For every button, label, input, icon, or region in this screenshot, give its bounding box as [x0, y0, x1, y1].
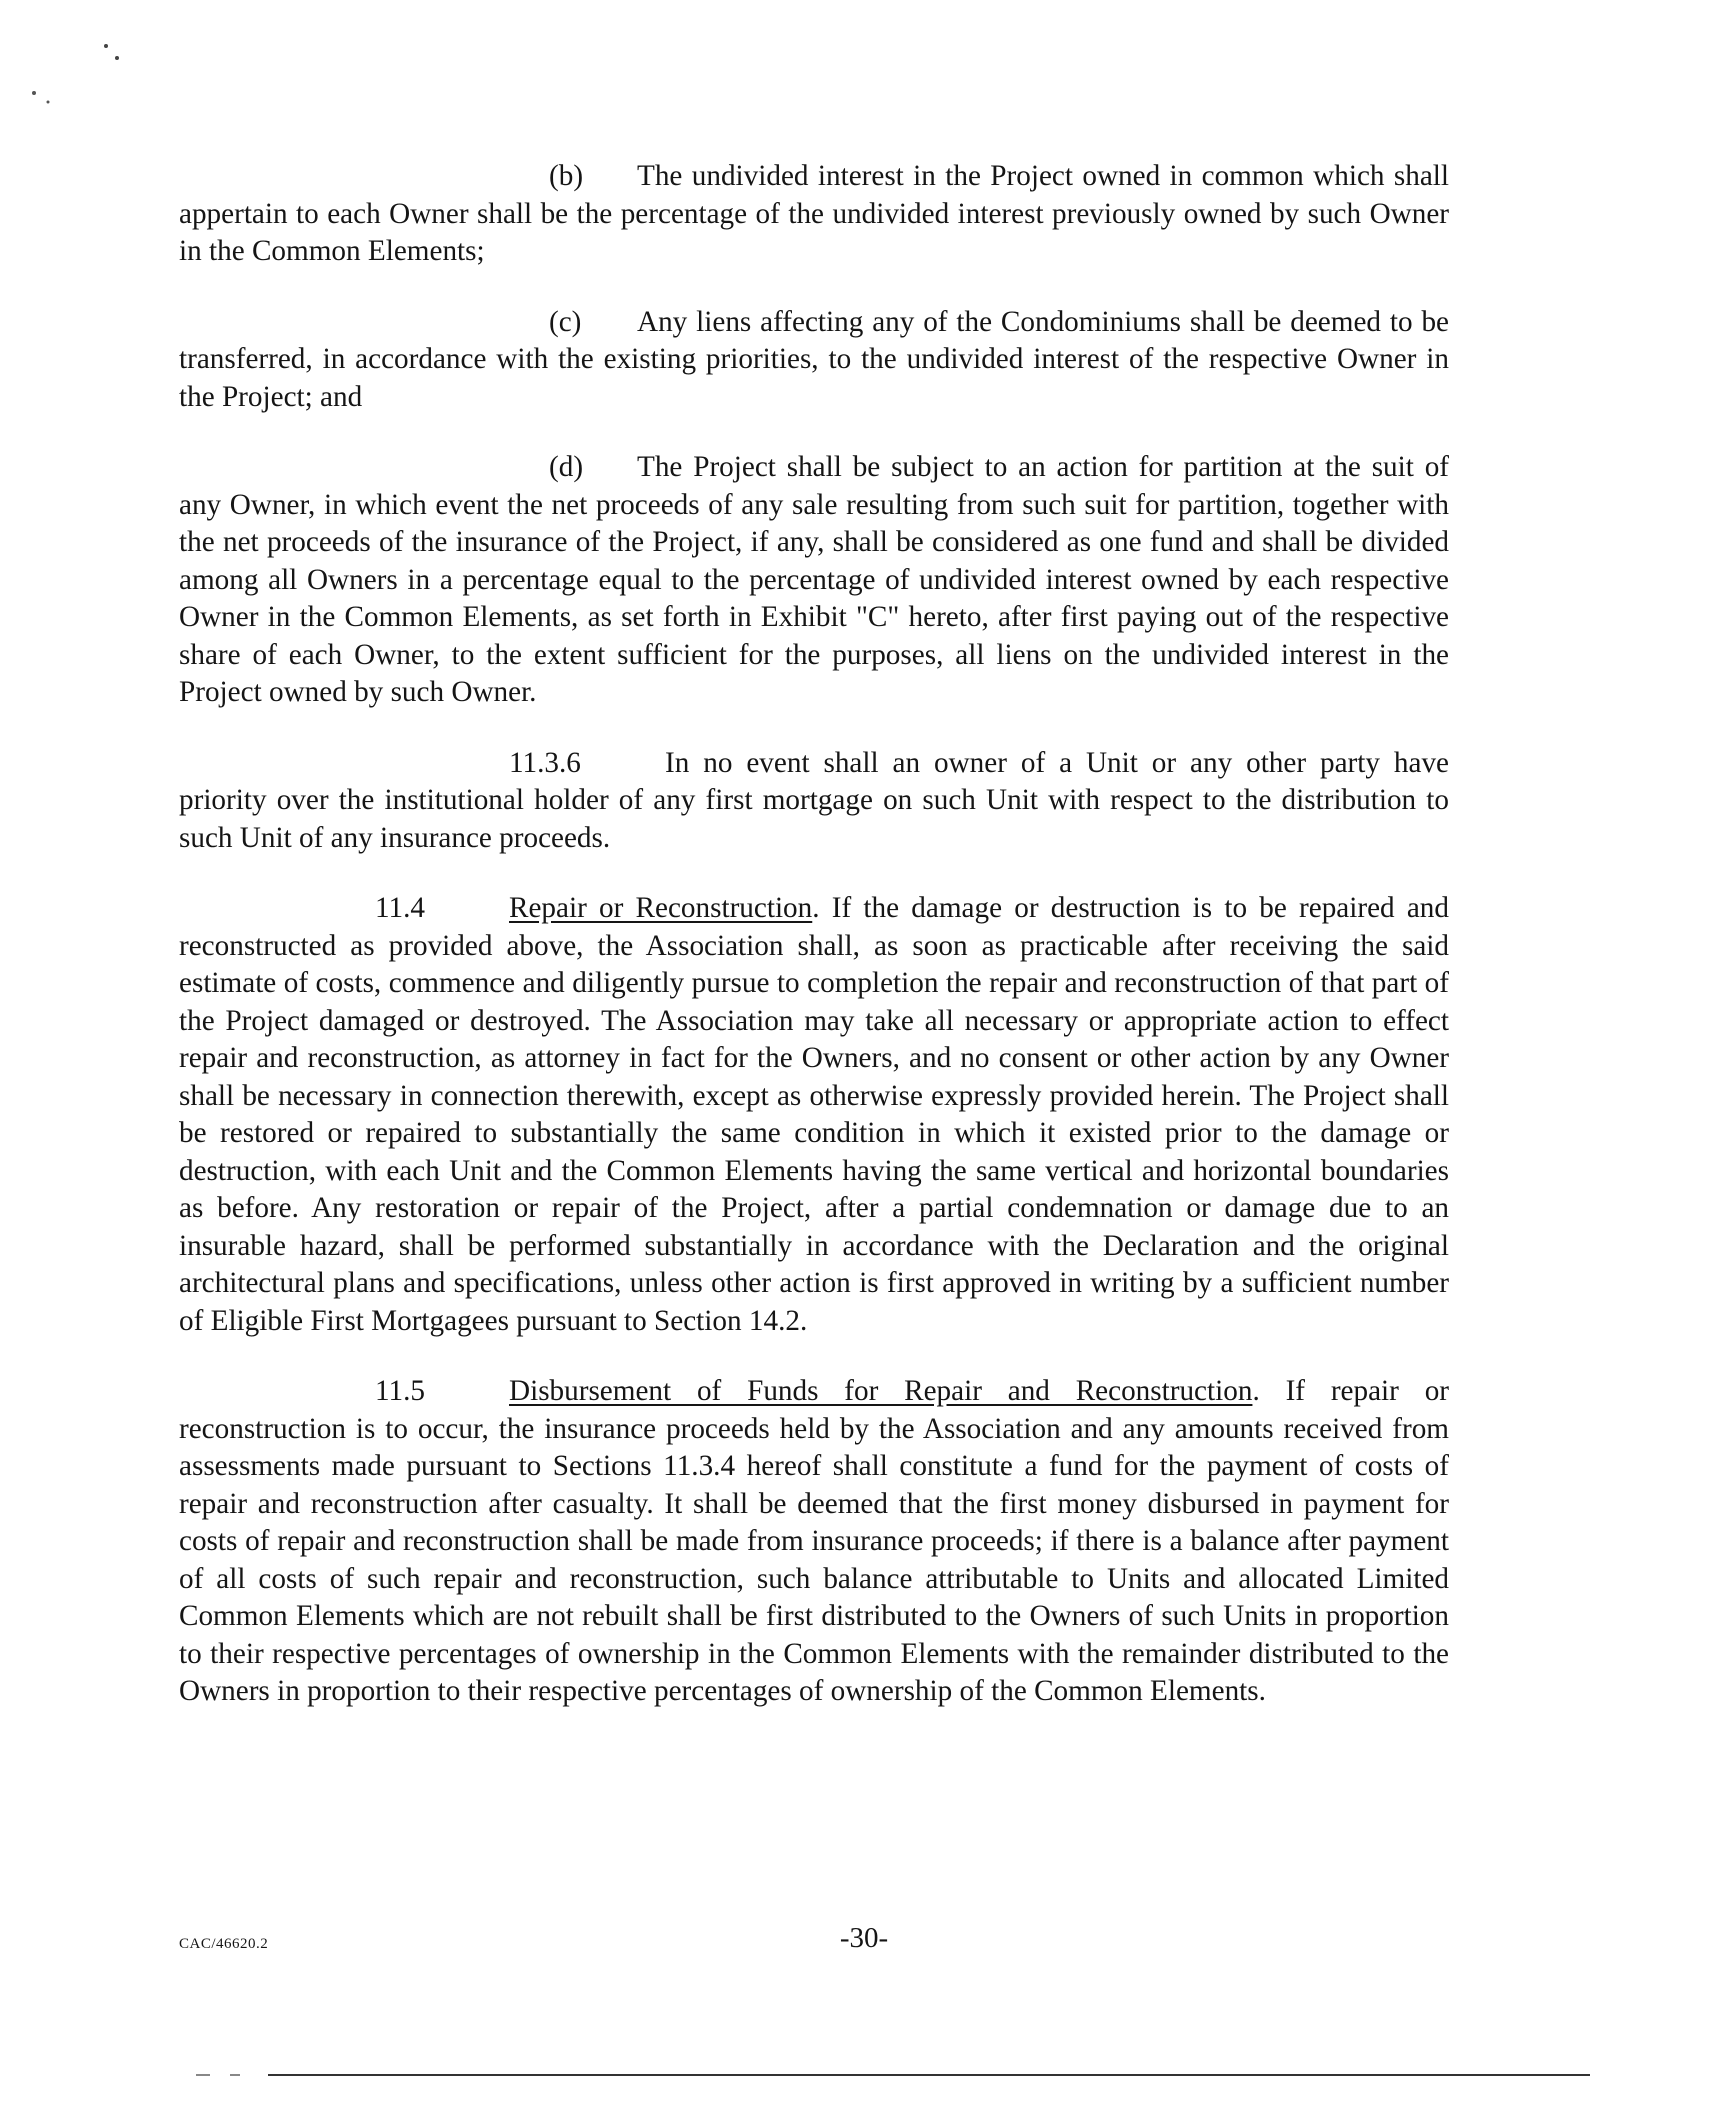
- paragraph-label: (d): [549, 451, 584, 483]
- section-text: If the damage or destruction is to be repaired and reconstructed as provided above, the Association shall, as soon as practicable after receiving the said estimate of costs, commence and diligently pursue to completion the repair and reconstruction of that part of the Project damaged or destroyed. The Association may take all necessary or appropriate action to effect repair and reconstruction, as attorney in fact for the Owners, and no consent or other action by any Owner shall be necessary in connection therewith, except as otherwise expressly provided herein. The Project shall be restored or repaired to substantially the same condition in which it existed prior to the damage or destruction, with each Unit and the Common Elements having the same vertical and horizontal boundaries as before. Any restoration or repair of the Project, after a partial condemnation or damage due to an insurable hazard, shall be performed substantially in accordance with the Declaration and the original architectural plans and specifications, unless other action is first approved in writing by a sufficient number of Eligible First Mortgagees pursuant to Section 14.2.: [179, 892, 1449, 1337]
- document-id: CAC/46620.2: [179, 1936, 269, 1952]
- scan-speck: [115, 56, 119, 60]
- paragraph-b: [179, 158, 1449, 271]
- section-text: If repair or reconstruction is to occur, the insurance proceeds held by the Association and any amounts received from assessments made pursuant to Sections 11.3.4 hereof shall constitute a fund for the payment of costs of repair and reconstruction after casualty. It shall be deemed that the first money disbursed in payment for costs of repair and reconstruction shall be made from insurance proceeds; if there is a balance after payment of all costs of such repair and reconstruction, such balance attributable to Units and allocated Limited Common Elements which are not rebuilt shall be first distributed to the Owners of such Units in proportion to their respective percentages of ownership in the Common Elements with the remainder distributed to the Owners in proportion to their respective percentages of ownership of the Common Elements.: [179, 1375, 1450, 1707]
- section-number: 11.4: [375, 892, 425, 924]
- paragraph-lead: The Project shall be subject to an action for partition at the: [637, 451, 1361, 483]
- paragraph-d: [179, 449, 1449, 712]
- paragraph-label: 11.3.6: [509, 746, 581, 779]
- scan-speck: [47, 101, 50, 104]
- section-title: Repair or Reconstruction: [509, 892, 813, 924]
- paragraph-label: (b): [549, 160, 584, 192]
- paragraph-text: deemed to be transferred, in accordance with the existing priorities, to the undivided interest of the respective Owner in the Project; and: [179, 305, 1450, 413]
- paragraph-text: suit of any Owner, in which event the net proceeds of any sale resulting from such suit for partition, together with the net proceeds of the insurance of the Project, if any, shall be considered as one fund and shall be divided among all Owners in a percentage equal to the percentage of undivided interest owned by each respective Owner in the Common Elements, as set forth in Exhibit "C" hereto, after first paying out of the respective share of each Owner, to the extent sufficient for the purposes, all liens on the undivided interest in the Project owned by such Owner.: [179, 451, 1450, 708]
- paragraph-text: priority over the institutional holder of any first mortgage on such Unit with respect to the distribution to such Unit of any insurance proceeds.: [179, 784, 1449, 854]
- document-body: [179, 158, 1449, 1711]
- scan-speck: [32, 91, 36, 95]
- section-number: 11.5: [375, 1375, 425, 1407]
- section-title: Disbursement of Funds for Repair and Reconstruction: [509, 1375, 1253, 1407]
- section-11-5: 11.5 Disbursement of Funds for Repair and Reconstruction. If repair or reconstruction is to occur, the insurance proceeds held by the Association and any amounts received from assessments made pursuant to Sections 11.3.4 hereof shall constitute a fund for the payment of costs of repair and reconstruction after casualty. It shall be deemed that the first money disbursed in payment for costs of repair and reconstruction shall be made from insurance proceeds; if there is a balance after payment of all costs of such repair and reconstruction, such balance attributable to Units and allocated Limited Common Elements which are not rebuilt shall be first distributed to the Owners of such Units in proportion to their respective percentages of ownership in the Common Elements with the remainder distributed to the Owners in proportion to their respective percentages of ownership of the Common Elements.: [179, 1375, 1450, 1707]
- page-number: -30-: [839, 1922, 889, 1954]
- paragraph-lead: Any liens affecting any of the Condominiums shall be: [637, 305, 1282, 338]
- paragraph-lead: The undivided interest in the Project owned in common: [637, 160, 1304, 192]
- scan-speck: [104, 44, 108, 48]
- paragraph-lead: In no event shall an owner of a Unit or any other party have: [665, 746, 1449, 779]
- paragraph-label: (c): [549, 305, 582, 338]
- paragraph-c: [179, 304, 1449, 417]
- paragraph-11-3-6: [179, 745, 1449, 858]
- paragraph-text: which shall appertain to each Owner shall be the percentage of the undivided interest previously owned by such Owner in the Common Elements;: [179, 160, 1450, 267]
- section-11-4: 11.4 Repair or Reconstruction. If the damage or destruction is to be repaired and reconstructed as provided above, the Association shall, as soon as practicable after receiving the said estimate of costs, commence and diligently pursue to completion the repair and reconstruction of that part of the Project damaged or destroyed. The Association may take all necessary or appropriate action to effect repair and reconstruction, as attorney in fact for the Owners, and no consent or other action by any Owner shall be necessary in connection therewith, except as otherwise expressly provided herein. The Project shall be restored or repaired to substantially the same condition in which it existed prior to the damage or destruction, with each Unit and the Common Elements having the same vertical and horizontal boundaries as before. Any restoration or repair of the Project, after a partial condemnation or damage due to an insurable hazard, shall be performed substantially in accordance with the Declaration and the original architectural plans and specifications, unless other action is first approved in writing by a sufficient number of Eligible First Mortgagees pursuant to Section 14.2.: [179, 892, 1449, 1337]
